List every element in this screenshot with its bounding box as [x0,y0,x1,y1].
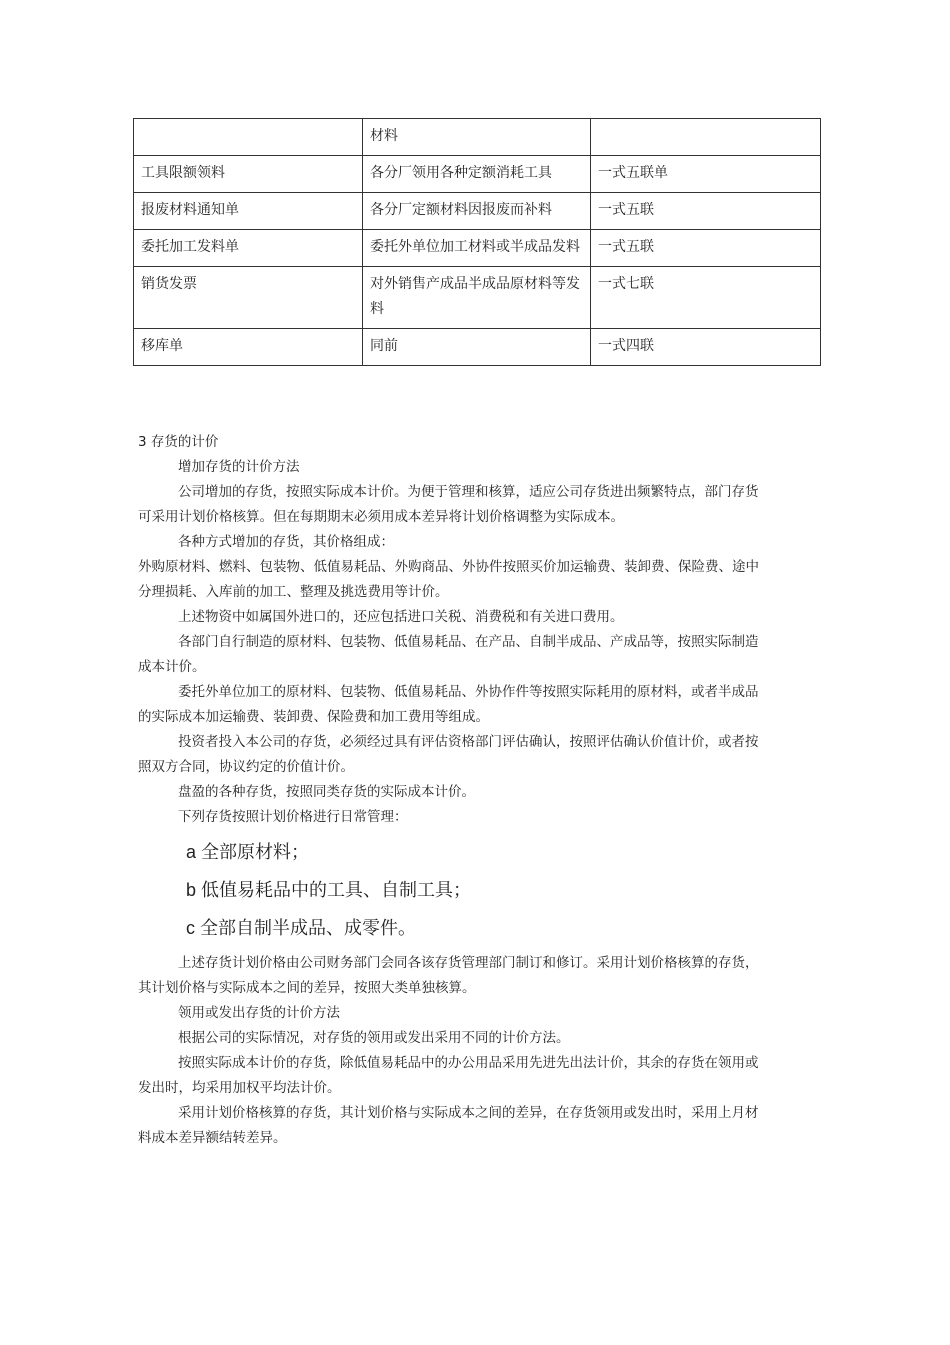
table-cell: 委托外单位加工材料或半成品发料 [363,230,591,267]
list-item: a 全部原材料； [186,842,310,862]
paragraph: 投资者投入本公司的存货，必须经过具有评估资格部门评估确认，按照评估确认价值计价，或者按照双方合同，协议约定的价值计价。 [138,734,759,775]
table-cell [134,119,363,156]
table-cell: 移库单 [134,329,363,366]
table-cell: 一式五联 [591,193,821,230]
paragraph: 采用计划价格核算的存货，其计划价格与实际成本之间的差异，在存货领用或发出时，采用上月材料成本差异额结转差异。 [138,1105,759,1146]
paragraph: 上述物资中如属国外进口的，还应包括进口关税、消费税和有关进口费用。 [178,609,624,625]
table-cell: 报废材料通知单 [134,193,363,230]
list-item: c 全部自制半成品、成零件。 [186,918,416,938]
paragraph: 外购原材料、燃料、包装物、低值易耗品、外购商品、外协件按照买价加运输费、装卸费、保险费、途中分理损耗、入库前的加工、整理及挑选费用等计价。 [138,559,759,600]
paragraph: 下列存货按照计划价格进行日常管理： [178,809,408,825]
table-cell: 一式五联 [591,230,821,267]
table-row [134,329,821,366]
table-cell: 销货发票 [134,267,363,329]
paragraph: 盘盈的各种存货，按照同类存货的实际成本计价。 [178,784,475,800]
subheading: 领用或发出存货的计价方法 [178,1005,340,1021]
paragraph: 公司增加的存货，按照实际成本计价。为便于管理和核算，适应公司存货进出频繁特点，部门存货可采用计划价格核算。但在每期期末必须用成本差异将计划价格调整为实际成本。 [138,484,759,525]
list-item: b 低值易耗品中的工具、自制工具； [186,880,472,900]
table-cell: 工具限额领料 [134,156,363,193]
voucher-table [133,118,821,366]
section-heading: 3 存货的计价 [138,434,219,450]
table-cell: 各分厂定额材料因报废而补料 [363,193,591,230]
body-text [138,430,768,1151]
table-row [134,119,821,156]
paragraph: 各部门自行制造的原材料、包装物、低值易耗品、在产品、自制半成品、产成品等，按照实际制造成本计价。 [138,634,759,675]
table-cell: 对外销售产成品半成品原材料等发料 [363,267,591,329]
subheading: 增加存货的计价方法 [178,459,300,475]
table-row [134,267,821,329]
paragraph: 上述存货计划价格由公司财务部门会同各该存货管理部门制订和修订。采用计划价格核算的存货，其计划价格与实际成本之间的差异，按照大类单独核算。 [138,955,759,996]
table-cell: 材料 [363,119,591,156]
table-cell: 委托加工发料单 [134,230,363,267]
table-cell: 一式四联 [591,329,821,366]
paragraph: 按照实际成本计价的存货，除低值易耗品中的办公用品采用先进先出法计价，其余的存货在领用或发出时，均采用加权平均法计价。 [138,1055,759,1096]
table-cell: 一式五联单 [591,156,821,193]
table-cell: 一式七联 [591,267,821,329]
table-row [134,193,821,230]
table-row [134,230,821,267]
paragraph: 各种方式增加的存货，其价格组成： [178,534,394,550]
paragraph: 委托外单位加工的原材料、包装物、低值易耗品、外协作件等按照实际耗用的原材料，或者半成品的实际成本加运输费、装卸费、保险费和加工费用等组成。 [138,684,759,725]
table-cell [591,119,821,156]
table-row [134,156,821,193]
paragraph: 根据公司的实际情况，对存货的领用或发出采用不同的计价方法。 [178,1030,570,1046]
table-cell: 各分厂领用各种定额消耗工具 [363,156,591,193]
table-cell: 同前 [363,329,591,366]
